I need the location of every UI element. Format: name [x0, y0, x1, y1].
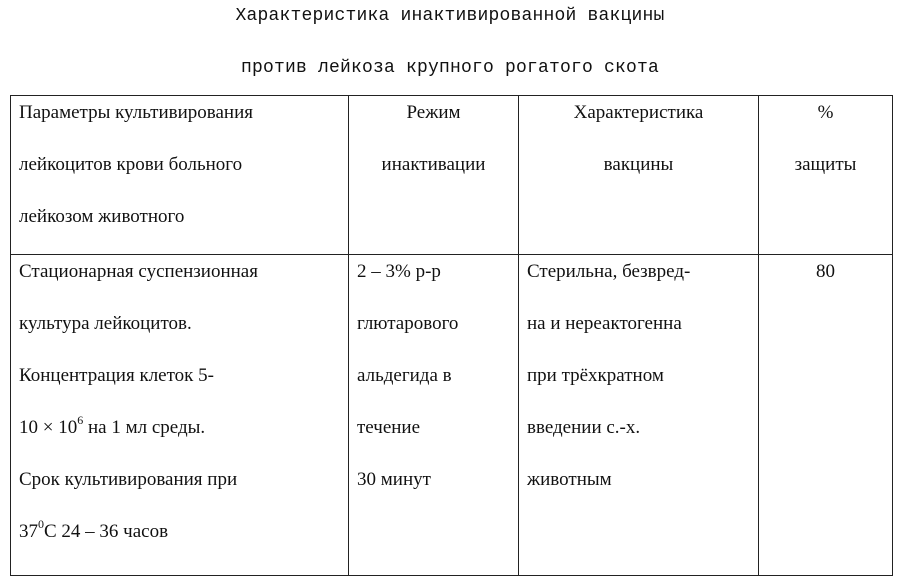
cell-text: 2 – 3% р-р	[357, 261, 441, 282]
text-fragment: 10 × 10	[19, 417, 78, 438]
cell-text: Концентрация клеток 5-	[19, 365, 214, 386]
header-text: инактивации	[381, 154, 486, 175]
cell-vaccine-characteristic	[519, 255, 759, 576]
document-title-line-2: против лейкоза крупного рогатого скота	[240, 58, 660, 78]
header-inactivation-mode	[349, 96, 519, 255]
table-row	[11, 255, 893, 576]
cell-text: при трёхкратном	[527, 365, 664, 386]
cell-text-temperature	[19, 517, 340, 569]
vaccine-characteristics-table	[10, 95, 893, 576]
superscript: 0	[38, 516, 44, 531]
cell-text-concentration	[19, 413, 340, 465]
cell-inactivation-mode	[349, 255, 519, 576]
header-vaccine-characteristic	[519, 96, 759, 255]
cell-text: животным	[527, 469, 612, 490]
text-fragment: на 1 мл среды.	[83, 417, 206, 438]
cell-text: на и нереактогенна	[527, 313, 682, 334]
table-header-row	[11, 96, 893, 255]
cell-text: течение	[357, 417, 421, 438]
cell-text: культура лейкоцитов.	[19, 313, 192, 334]
header-text: Параметры культивирования	[19, 102, 253, 123]
cell-text: глютарового	[357, 313, 459, 334]
cell-value: 80	[816, 261, 835, 282]
cell-text: Срок культивирования при	[19, 469, 238, 490]
superscript: 6	[77, 412, 84, 427]
cell-text: введении с.-х.	[527, 417, 641, 438]
cell-protection-percent	[759, 255, 893, 576]
header-text: лейкозом животного	[19, 206, 185, 227]
header-text: защиты	[794, 154, 857, 175]
header-cultivation-parameters	[11, 96, 349, 255]
header-text: Характеристика	[573, 102, 704, 123]
header-text: вакцины	[603, 154, 674, 175]
text-fragment: С 24 – 36 часов	[44, 521, 169, 542]
cell-text: альдегида в	[357, 365, 452, 386]
document-title-line-1: Характеристика инактивированной вакцины	[235, 6, 665, 26]
text-fragment: 37	[19, 521, 38, 542]
cell-text: Стационарная суспензионная	[19, 261, 258, 282]
cell-text: 30 минут	[357, 469, 431, 490]
header-protection-percent	[759, 96, 893, 255]
header-text: лейкоцитов крови больного	[19, 154, 243, 175]
header-text: %	[817, 102, 834, 123]
cell-cultivation-parameters	[11, 255, 349, 576]
header-text: Режим	[406, 102, 461, 123]
cell-text: Стерильна, безвред-	[527, 261, 691, 282]
